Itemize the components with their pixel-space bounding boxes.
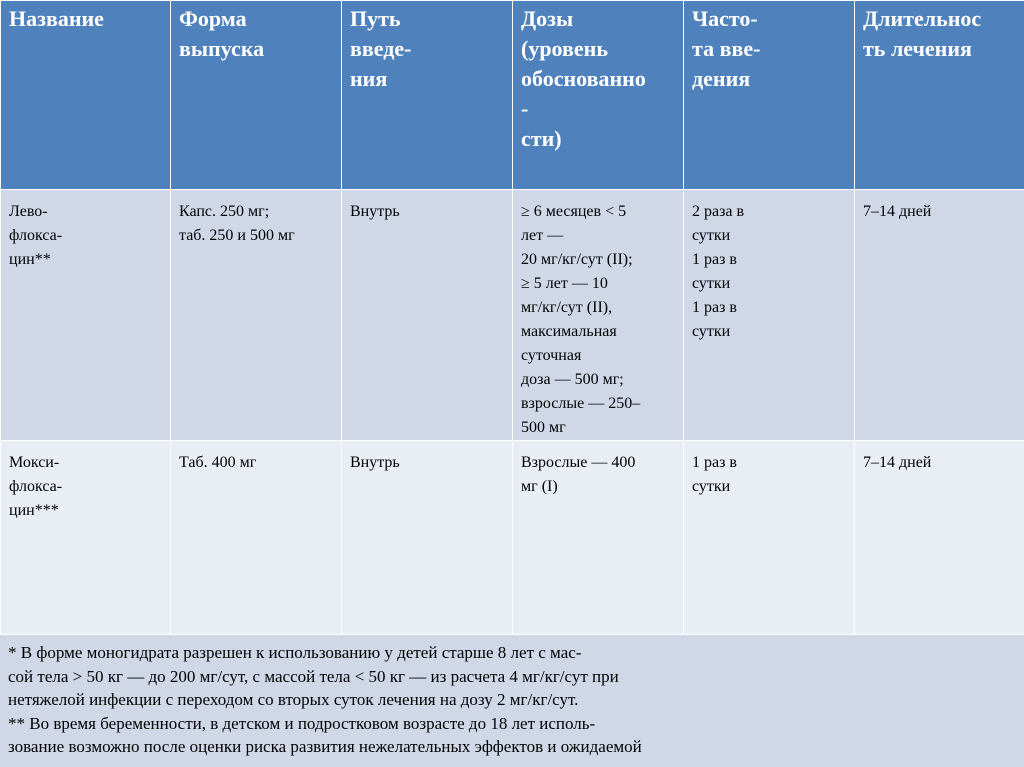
footnote	[0, 634, 1024, 767]
header-doses: Дозы (уровень обоснованно - сти)	[513, 1, 684, 190]
footnote-monohydrate: * В форме моногидрата разрешен к использованию у детей старше 8 лет с мас- сой тела > 50 кг — до 200 мг/сут, с массой тела < 50 кг — из расчета 4 мг/кг/сут при нетяжелой инфекции с переходом со вторых суток лечения на дозу 2 мг/кг/сут.	[8, 643, 619, 709]
cell-duration: 7–14 дней	[855, 441, 1024, 638]
cell-form: Таб. 400 мг	[171, 441, 342, 638]
header-name: Название	[1, 1, 171, 190]
footnote-pregnancy: ** Во время беременности, в детском и подростковом возрасте до 18 лет исполь- зование возможно после оценки риска развития нежелательных эффектов и ожидаемой	[8, 713, 642, 756]
table-row	[1, 190, 1024, 441]
cell-form: Капс. 250 мг; таб. 250 и 500 мг	[171, 190, 342, 441]
header-frequency: Часто- та вве- дения	[684, 1, 855, 190]
table-row	[1, 441, 1024, 638]
header-route: Путь введе- ния	[342, 1, 513, 190]
header-duration: Длительнос ть лечения	[855, 1, 1024, 190]
cell-route: Внутрь	[342, 441, 513, 638]
header-form: Форма выпуска	[171, 1, 342, 190]
cell-route: Внутрь	[342, 190, 513, 441]
cell-name: Мокси- флокса- цин***	[1, 441, 171, 638]
table-header-row	[1, 1, 1024, 190]
cell-frequency: 1 раз в сутки	[684, 441, 855, 638]
cell-name: Лево- флокса- цин**	[1, 190, 171, 441]
cell-duration: 7–14 дней	[855, 190, 1024, 441]
cell-doses: Взрослые — 400 мг (I)	[513, 441, 684, 638]
cell-frequency: 2 раза в сутки 1 раз в сутки 1 раз в сутки	[684, 190, 855, 441]
cell-doses: ≥ 6 месяцев < 5 лет — 20 мг/кг/сут (II); ≥ 5 лет — 10 мг/кг/сут (II), максимальная суточная доза — 500 мг; взрослые — 250– 500 мг	[513, 190, 684, 441]
